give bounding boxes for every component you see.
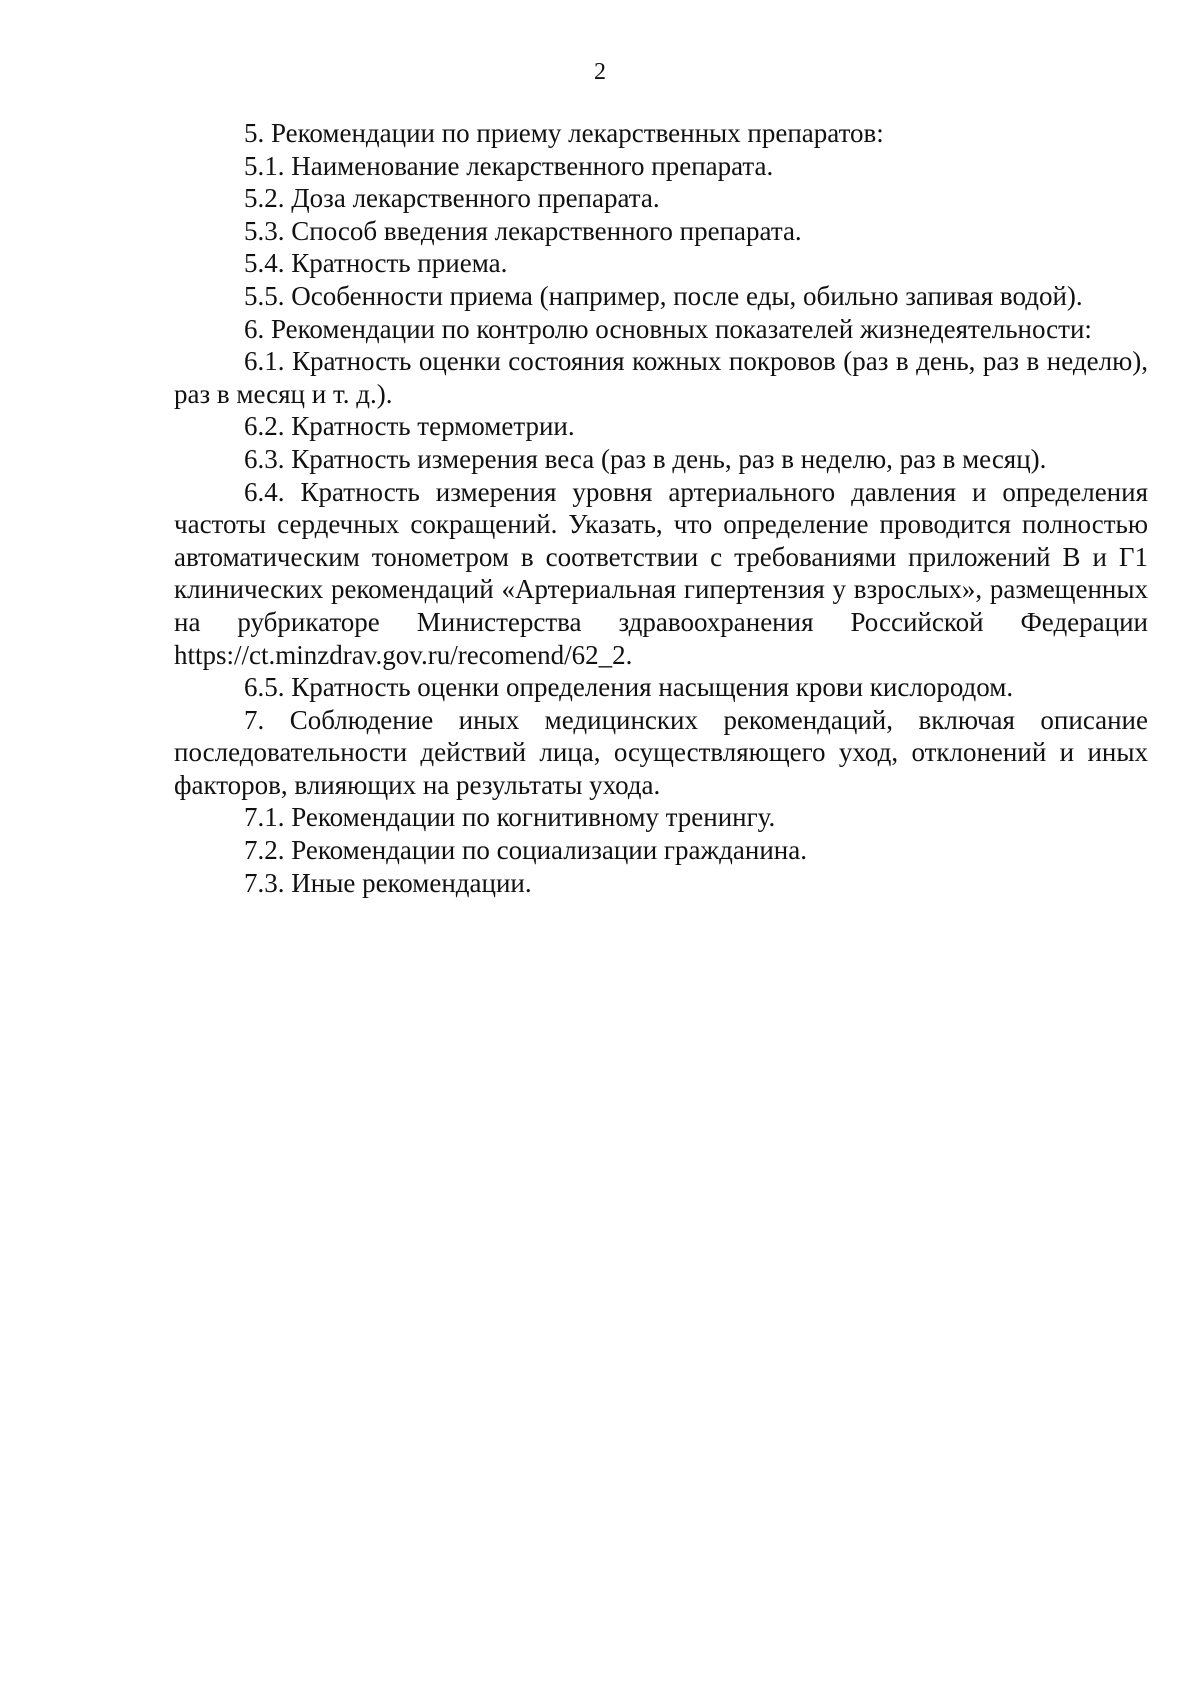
paragraph-7-3: 7.3. Иные рекомендации. bbox=[244, 867, 532, 898]
paragraph-7-1: 7.1. Рекомендации по когнитивному тренингу. bbox=[244, 802, 776, 833]
paragraph-6-2: 6.2. Кратность термометрии. bbox=[244, 411, 575, 442]
paragraph-7: 7. Соблюдение иных медицинских рекомендаций, включая описание последовательности действий лица, осуществляющего уход, отклонений и иных факторов, влияющих на результаты ухода. bbox=[174, 704, 1148, 800]
paragraph-5-4: 5.4. Кратность приема. bbox=[244, 248, 508, 279]
paragraph-5: 5. Рекомендации по приему лекарственных препаратов: bbox=[244, 118, 884, 148]
paragraph-6-1: 6.1. Кратность оценки состояния кожных покровов (раз в день, раз в неделю), раз в месяц и т. д.). bbox=[174, 346, 1148, 409]
paragraph-5-2: 5.2. Доза лекарственного препарата. bbox=[244, 183, 660, 214]
paragraph-6-5: 6.5. Кратность оценки определения насыщения крови кислородом. bbox=[244, 672, 1014, 703]
paragraph-6: 6. Рекомендации по контролю основных показателей жизнедеятельности: bbox=[244, 313, 1092, 344]
paragraph-7-2: 7.2. Рекомендации по социализации гражданина. bbox=[244, 835, 807, 866]
paragraph-6-4: 6.4. Кратность измерения уровня артериального давления и определения частоты сердечных сокращений. Указать, что определение проводится полностью автоматическим тонометром в соответствии с требованиями приложений В и Г1 клинических рекомендаций «Артериальная гипертензия у взрослых», размещенных на рубрикаторе Министерства здравоохранения Российской Федерации https://ct.minzdrav.gov.ru/recomend/62_2. bbox=[174, 476, 1148, 670]
document-body bbox=[174, 117, 1148, 899]
paragraph-5-5: 5.5. Особенности приема (например, после еды, обильно запивая водой). bbox=[244, 280, 1083, 311]
paragraph-5-1: 5.1. Наименование лекарственного препарата. bbox=[244, 150, 774, 181]
paragraph-5-3: 5.3. Способ введения лекарственного препарата. bbox=[244, 215, 802, 246]
paragraph-6-3: 6.3. Кратность измерения веса (раз в день, раз в неделю, раз в месяц). bbox=[244, 443, 1047, 474]
page-number: 2 bbox=[594, 59, 606, 85]
